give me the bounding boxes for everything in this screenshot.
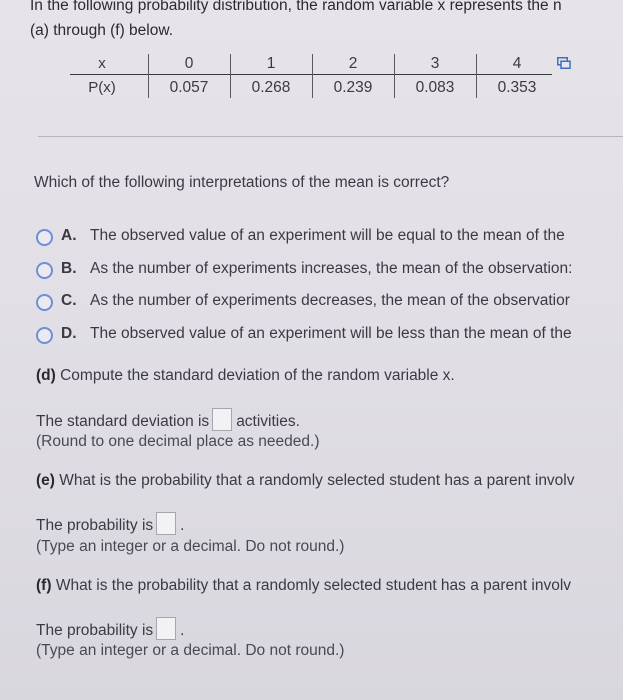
answer-prefix: The probability is — [36, 517, 154, 534]
table-cell-px: 0.353 — [497, 79, 537, 96]
table-cell-x: 0 — [184, 55, 194, 72]
option-letter: C. — [61, 292, 77, 309]
option-letter: B. — [61, 260, 77, 277]
problem-intro-line-1: In the following probability distribution, the random variable x represents the n — [30, 0, 562, 14]
radio-button[interactable] — [36, 229, 53, 246]
option-text: The observed value of an experiment will be equal to the mean of the — [90, 227, 565, 244]
part-e-answer-line — [36, 512, 184, 535]
table-cell-x: 4 — [512, 55, 522, 72]
table-cell-x: 2 — [348, 55, 358, 72]
table-cell-px: 0.268 — [251, 79, 291, 96]
copy-icon[interactable] — [557, 57, 571, 69]
radio-button[interactable] — [36, 294, 53, 311]
option-d[interactable] — [36, 325, 623, 347]
problem-intro-line-2: (a) through (f) below. — [30, 22, 174, 39]
answer-prefix: The standard deviation is — [36, 413, 210, 430]
part-label: (e) — [36, 472, 55, 489]
part-d-question — [36, 367, 455, 385]
option-letter: D. — [61, 325, 77, 342]
section-divider — [38, 136, 623, 137]
mean-interpretation-question: Which of the following interpretations of the mean is correct? — [34, 174, 450, 191]
table-cell-x: 3 — [430, 55, 440, 72]
table-cell-px: 0.083 — [415, 79, 455, 96]
probability-input[interactable] — [156, 617, 176, 640]
option-a[interactable] — [36, 227, 623, 249]
radio-button[interactable] — [36, 327, 53, 344]
option-text: As the number of experiments decreases, the mean of the observatior — [90, 292, 570, 309]
part-f-question — [36, 577, 571, 595]
part-d-answer-line — [36, 408, 300, 431]
part-label: (f) — [36, 577, 52, 594]
table-cell-px: 0.057 — [169, 79, 209, 96]
part-f-answer-line — [36, 617, 184, 640]
table-header-divider — [70, 74, 552, 75]
option-c[interactable] — [36, 292, 623, 314]
part-question-text: Compute the standard deviation of the random variable x. — [60, 367, 455, 384]
answer-prefix: The probability is — [36, 622, 154, 639]
part-e-hint: (Type an integer or a decimal. Do not round.) — [36, 538, 345, 555]
probability-distribution-table — [70, 50, 552, 100]
table-cell-px: 0.239 — [333, 79, 373, 96]
option-text: As the number of experiments increases, the mean of the observation: — [90, 260, 573, 277]
part-f-hint: (Type an integer or a decimal. Do not round.) — [36, 642, 345, 659]
part-question-text: What is the probability that a randomly selected student has a parent involv — [55, 577, 572, 594]
probability-input[interactable] — [156, 512, 176, 535]
table-row-header-px: P(x) — [88, 79, 116, 96]
answer-suffix: activities. — [236, 413, 300, 430]
answer-suffix: . — [180, 517, 185, 534]
answer-suffix: . — [180, 622, 185, 639]
table-cell-x: 1 — [266, 55, 276, 72]
option-b[interactable] — [36, 260, 623, 282]
radio-button[interactable] — [36, 262, 53, 279]
part-label: (d) — [36, 367, 56, 384]
option-text: The observed value of an experiment will be less than the mean of the — [90, 325, 572, 342]
table-row-header-x: x — [98, 55, 106, 72]
part-d-hint: (Round to one decimal place as needed.) — [36, 433, 320, 450]
option-letter: A. — [61, 227, 77, 244]
part-e-question — [36, 472, 575, 490]
standard-deviation-input[interactable] — [212, 408, 232, 431]
part-question-text: What is the probability that a randomly selected student has a parent involv — [59, 472, 575, 489]
